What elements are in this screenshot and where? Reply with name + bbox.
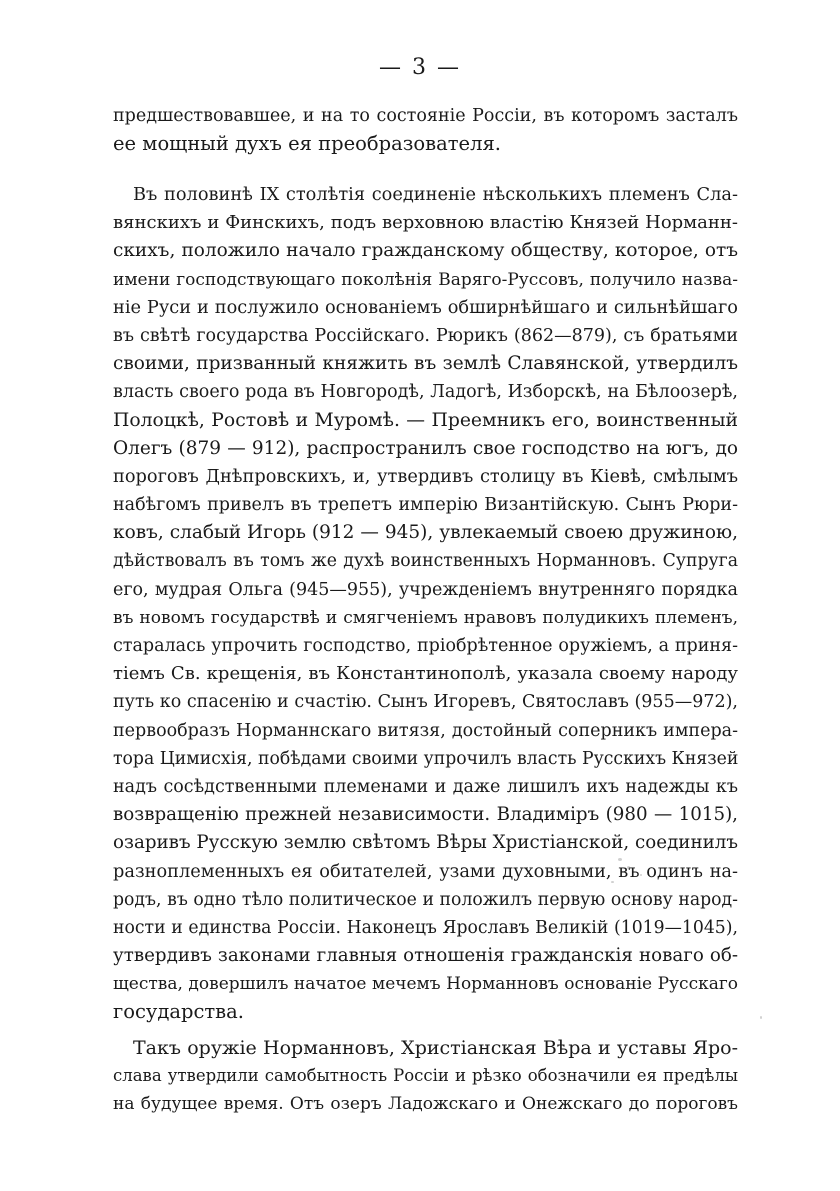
text-line: на будущее время. Отъ озеръ Ладожскаго и Онежскаго до пороговъ (113, 1094, 738, 1115)
text-line: тіемъ Св. крещенія, въ Константинополѣ, указала своему народу (113, 663, 738, 685)
text-line: государства. (113, 1000, 244, 1024)
scan-speck (640, 874, 642, 876)
text-line: тора Цимисхія, побѣдами своими упрочилъ власть Русскихъ Князей (113, 748, 738, 769)
text-line: въ свѣтѣ государства Россійскаго. Рюрикъ (862—879), съ братьями (113, 325, 738, 346)
paragraph-intro (113, 102, 738, 158)
text-line: вянскихъ и Финскихъ, подъ верховною властію Князей Норманн- (113, 212, 738, 234)
text-line: скихъ, положило начало гражданскому обществу, которое, отъ (113, 240, 738, 262)
text-line: старалась упрочить господство, пріобрѣтенное оружіемъ, а приня- (113, 636, 738, 656)
text-line: Олегъ (879 — 912), распространилъ свое господство на югъ, до (113, 437, 738, 459)
text-line: путь ко спасенію и счастію. Сынъ Игоревъ, Святославъ (955—972), (113, 692, 738, 713)
text-line: Въ половинѣ IX столѣтія соединеніе нѣсколькихъ племенъ Сла- (133, 185, 738, 205)
text-line: ности и единства Россіи. Наконецъ Ярославъ Великій (1019—1045), (113, 917, 738, 938)
text-line: Полоцкѣ, Ростовѣ и Муромѣ. — Преемникъ его, воинственный (113, 409, 738, 431)
text-line: ковъ, слабый Игорь (912 — 945), увлекаемый своею дружиною, (113, 522, 738, 544)
text-line: ее мощный духъ ея преобразователя. (113, 132, 501, 156)
paragraph-main (113, 181, 738, 1027)
text-line: пороговъ Днѣпровскихъ, и, утвердивъ столицу въ Кіевѣ, смѣлымъ (113, 466, 738, 487)
text-line: власть своего рода въ Новгородѣ, Ладогѣ, Изборскѣ, на Бѣлоозерѣ, (113, 382, 738, 403)
text-line: набѣгомъ привелъ въ трепетъ имперію Византійскую. Сынъ Рюри- (113, 495, 738, 516)
text-line: дѣйствовалъ въ томъ же духѣ воинственныхъ Норманновъ. Супруга (113, 551, 738, 572)
text-line: разноплеменныхъ ея обитателей, узами духовными, въ одинъ на- (113, 861, 738, 882)
text-line: имени господствующаго поколѣнія Варяго-Руссовъ, получило назва- (113, 269, 738, 290)
text-line: его, мудрая Ольга (945—955), учрежденіемъ внутренняго порядка (113, 579, 738, 600)
text-line: возвращенію прежней независимости. Владиміръ (980 — 1015), (113, 804, 738, 826)
text-line: щества, довершилъ начатое мечемъ Норманновъ основаніе Русскаго (113, 974, 738, 995)
text-line: Такъ оружіе Норманновъ, Христіанская Вѣра и уставы Яро- (133, 1037, 738, 1059)
text-line: слава утвердили самобытность Россіи и рѣзко обозначили ея предѣлы (113, 1066, 738, 1086)
scan-speck (618, 858, 622, 861)
scan-speck (611, 881, 614, 883)
text-line: родъ, въ одно тѣло политическое и положилъ первую основу народ- (113, 889, 738, 910)
text-line: ніе Руси и послужило основаніемъ обширнѣйшаго и сильнѣйшаго (113, 297, 738, 318)
text-line: предшествовавшее, и на то состояніе Россіи, въ которомъ засталъ (113, 106, 738, 126)
paragraph-final (113, 1034, 738, 1119)
text-line: озаривъ Русскую землю свѣтомъ Вѣры Христіанской, соединилъ (113, 832, 738, 854)
scan-speck (760, 1016, 762, 1019)
scan-speck (627, 866, 630, 869)
text-line: утвердивъ законами главныя отношенія гражданскія новаго об- (113, 945, 738, 967)
text-line: первообразъ Норманнскаго витязя, достойный соперникъ импера- (113, 720, 738, 741)
text-line: своими, призванный княжить въ землѣ Славянской, утвердилъ (113, 353, 738, 375)
text-line: надъ сосѣдственными племенами и даже лишилъ ихъ надежды къ (113, 776, 738, 797)
page-number: — 3 — (379, 55, 461, 80)
text-line: въ новомъ государствѣ и смягченіемъ нравовъ полудикихъ племенъ, (113, 607, 738, 628)
